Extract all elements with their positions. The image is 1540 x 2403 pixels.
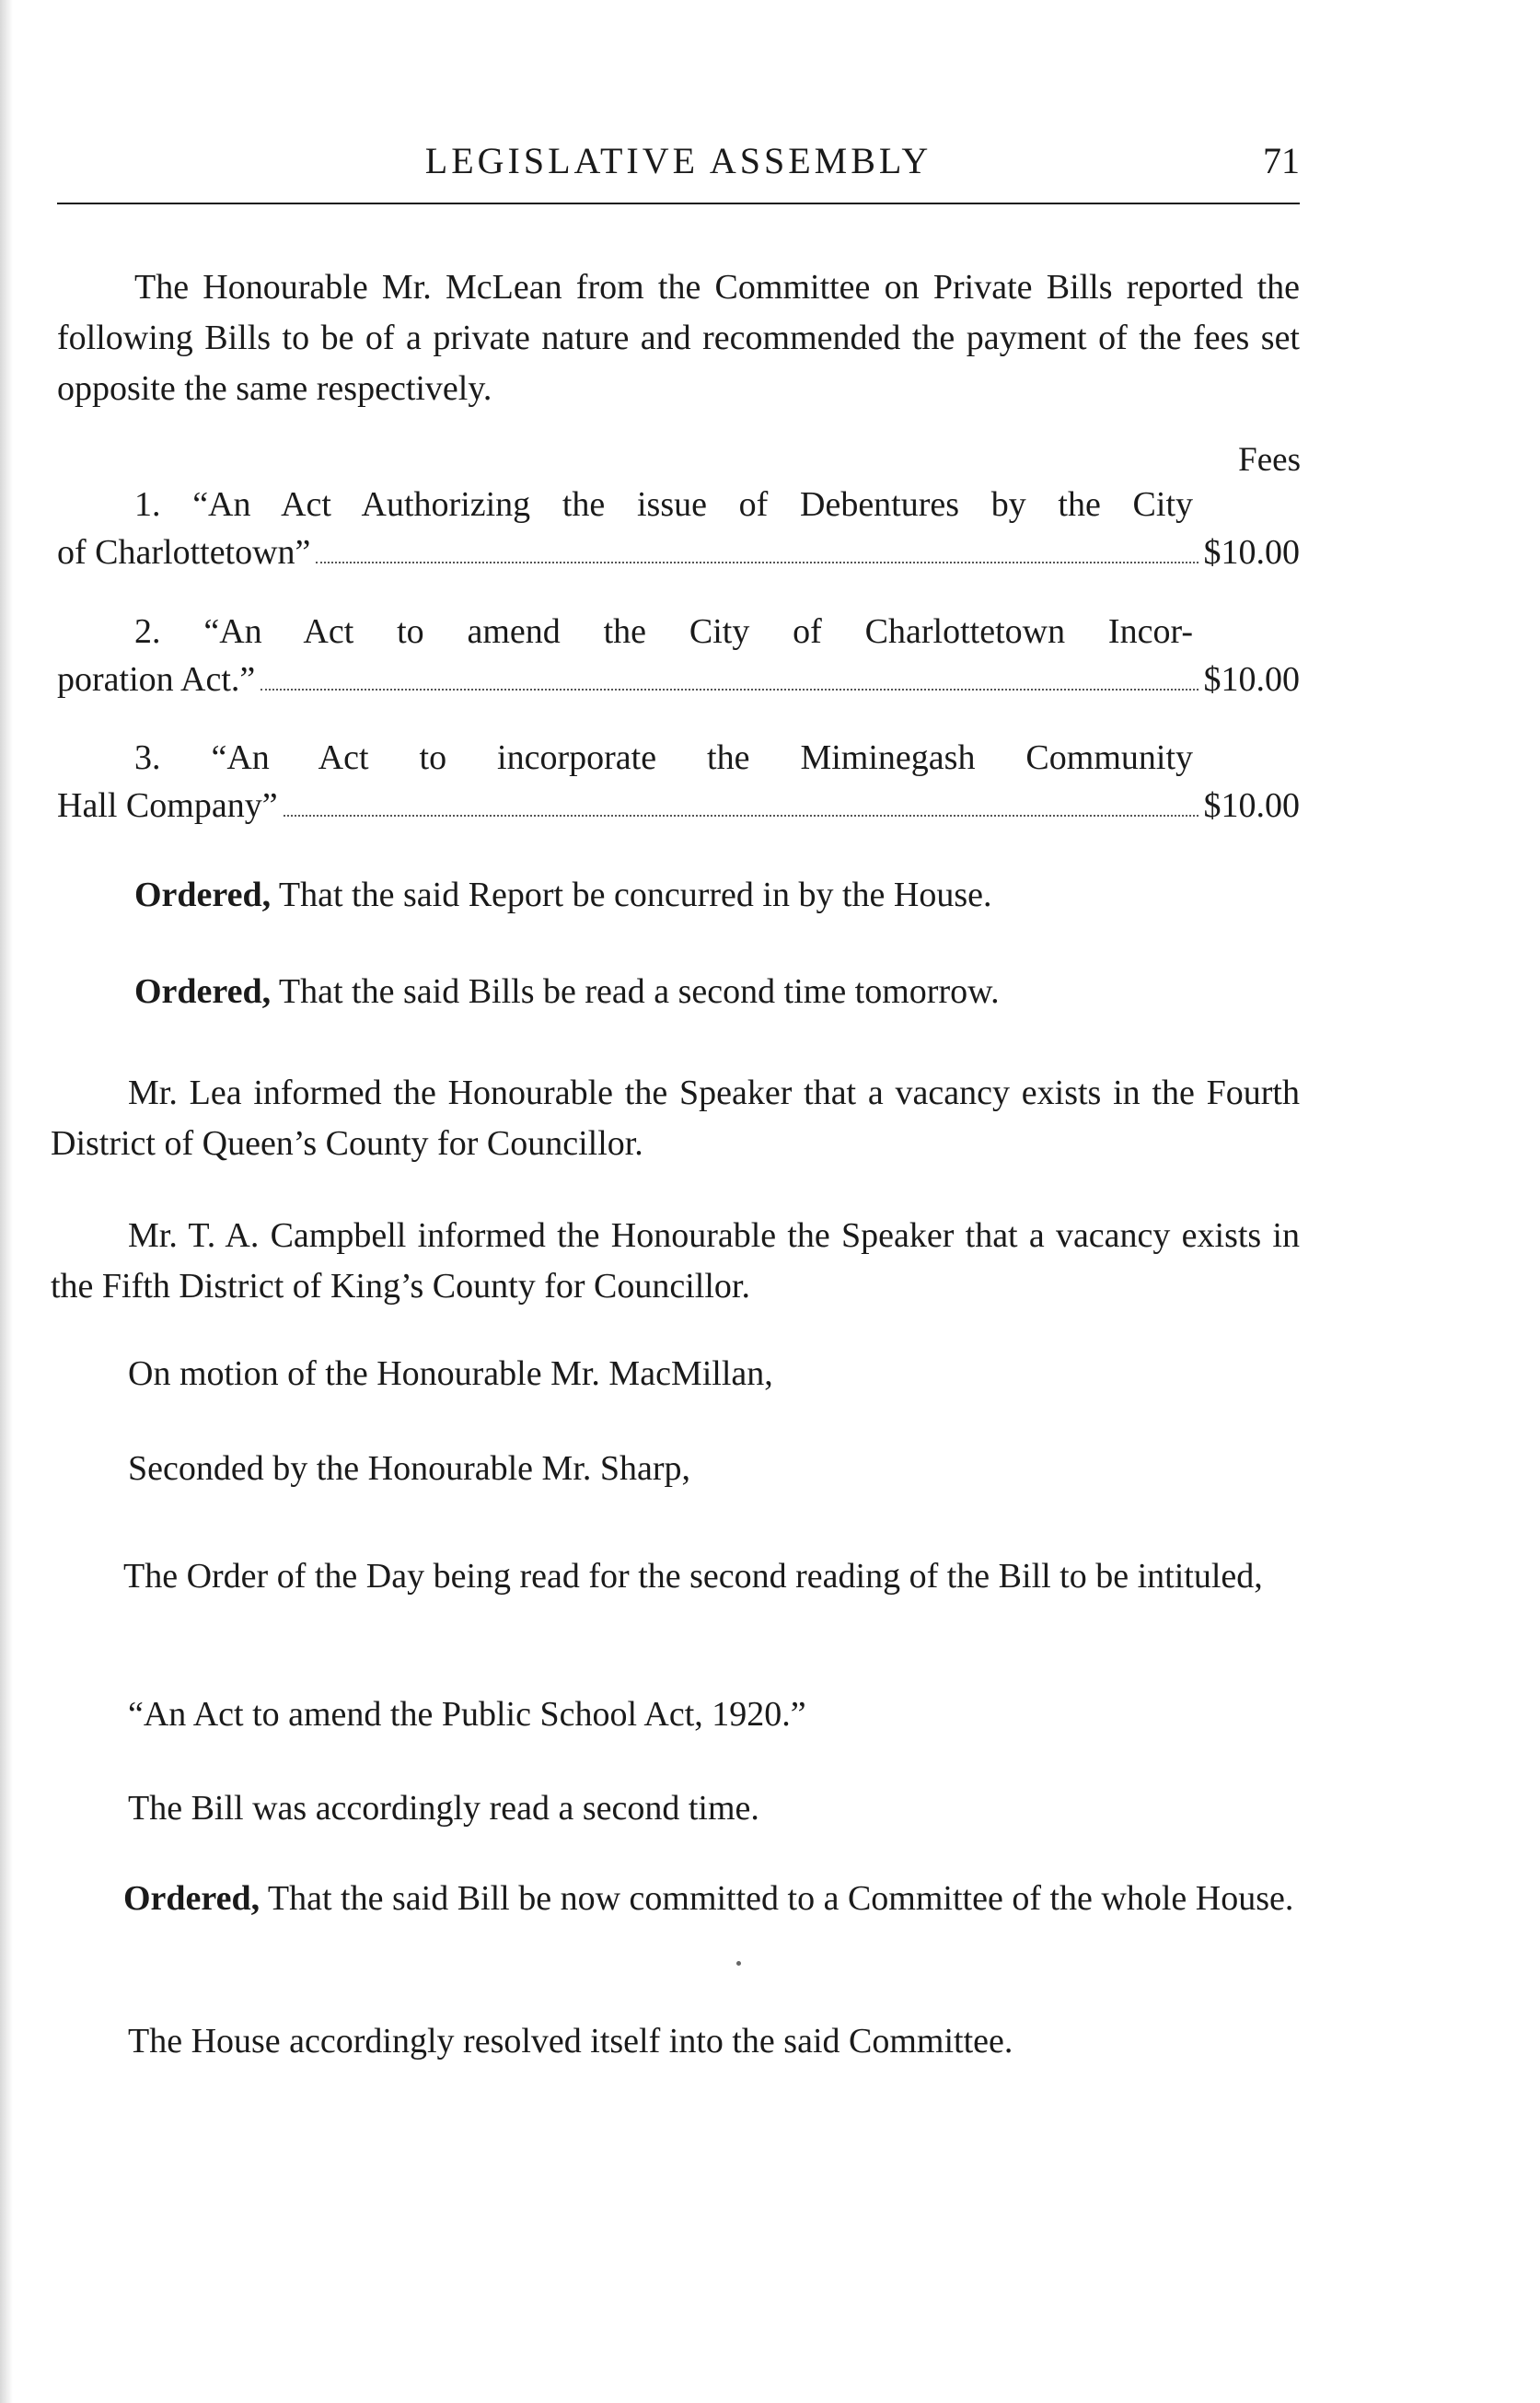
ordered-committee-text: That the said Bill be now committed to a Committee of the whole House. bbox=[260, 1879, 1294, 1918]
ordered-committee-paragraph bbox=[46, 1874, 1300, 1924]
act-title-text: “An Act to amend the Public School Act, 1920.” bbox=[128, 1695, 806, 1734]
ordered-label: Ordered, bbox=[134, 972, 272, 1011]
bill-fee-amount: $10.00 bbox=[1203, 786, 1300, 825]
bill-title-continuation: Hall Company” bbox=[57, 786, 278, 825]
committee-report-paragraph bbox=[57, 262, 1300, 414]
lea-vacancy-paragraph bbox=[51, 1068, 1300, 1169]
header-rule bbox=[57, 203, 1300, 204]
bill-fee-amount: $10.00 bbox=[1203, 533, 1300, 572]
motion-paragraph bbox=[51, 1349, 1300, 1399]
bill-title-continuation: of Charlottetown” bbox=[57, 533, 311, 572]
seconded-text: Seconded by the Honourable Mr. Sharp, bbox=[128, 1449, 691, 1488]
ordered-label: Ordered, bbox=[123, 1879, 261, 1918]
bill-fee-line bbox=[57, 782, 1300, 830]
campbell-vacancy-text: Mr. T. A. Campbell informed the Honourable the Speaker that a vacancy exists in the Fifth District of King’s County for Councillor. bbox=[51, 1216, 1300, 1306]
page-header bbox=[57, 138, 1300, 193]
bill-fee-line bbox=[57, 656, 1300, 703]
page-edge-shadow bbox=[0, 0, 13, 2403]
seconded-paragraph bbox=[51, 1444, 1300, 1494]
bill-fee-line bbox=[57, 528, 1300, 576]
fees-column-heading: Fees bbox=[1238, 441, 1301, 479]
bill-title-line: 1. “An Act Authorizing the issue of Debentures by the City bbox=[134, 485, 1193, 524]
running-title: LEGISLATIVE ASSEMBLY bbox=[424, 140, 932, 181]
ordered-report-paragraph bbox=[57, 870, 1300, 921]
dot-leader bbox=[316, 562, 1198, 563]
order-of-day-paragraph bbox=[46, 1551, 1300, 1602]
ordered-bills-text: That the said Bills be read a second time tomorrow. bbox=[271, 972, 1000, 1011]
ordered-bills-paragraph bbox=[57, 967, 1300, 1017]
second-reading-paragraph bbox=[51, 1783, 1300, 1834]
bill-title-line: 2. “An Act to amend the City of Charlottetown Incor- bbox=[134, 612, 1193, 651]
bill-title-continuation: poration Act.” bbox=[57, 660, 256, 699]
dot-leader bbox=[261, 689, 1198, 691]
committee-report-text: The Honourable Mr. McLean from the Committee on Private Bills reported the following Bills to be of a private nature and recommended the payment of the fees set opposite the same respectively. bbox=[57, 268, 1300, 408]
bill-title-line: 3. “An Act to incorporate the Miminegash Community bbox=[134, 738, 1193, 777]
ordered-label: Ordered, bbox=[134, 876, 272, 914]
second-reading-text: The Bill was accordingly read a second time. bbox=[128, 1789, 759, 1828]
ink-speck bbox=[736, 1961, 741, 1966]
dot-leader bbox=[284, 815, 1198, 817]
lea-vacancy-text: Mr. Lea informed the Honourable the Speaker that a vacancy exists in the Fourth District of Queen’s County for Councillor. bbox=[51, 1074, 1300, 1163]
bill-entry-2 bbox=[57, 608, 1300, 703]
ordered-report-text: That the said Report be concurred in by the House. bbox=[271, 876, 992, 914]
order-of-day-text: The Order of the Day being read for the second reading of the Bill to be intituled, bbox=[123, 1557, 1263, 1596]
resolved-paragraph bbox=[51, 2016, 1300, 2067]
bill-entry-1 bbox=[57, 481, 1300, 576]
bill-fee-amount: $10.00 bbox=[1203, 660, 1300, 699]
resolved-text: The House accordingly resolved itself into the said Committee. bbox=[128, 2022, 1013, 2061]
act-title-paragraph bbox=[51, 1689, 1300, 1740]
page-number: 71 bbox=[1263, 140, 1300, 181]
campbell-vacancy-paragraph bbox=[51, 1211, 1300, 1312]
bill-entry-3 bbox=[57, 734, 1300, 830]
motion-text: On motion of the Honourable Mr. MacMillan, bbox=[128, 1354, 773, 1393]
